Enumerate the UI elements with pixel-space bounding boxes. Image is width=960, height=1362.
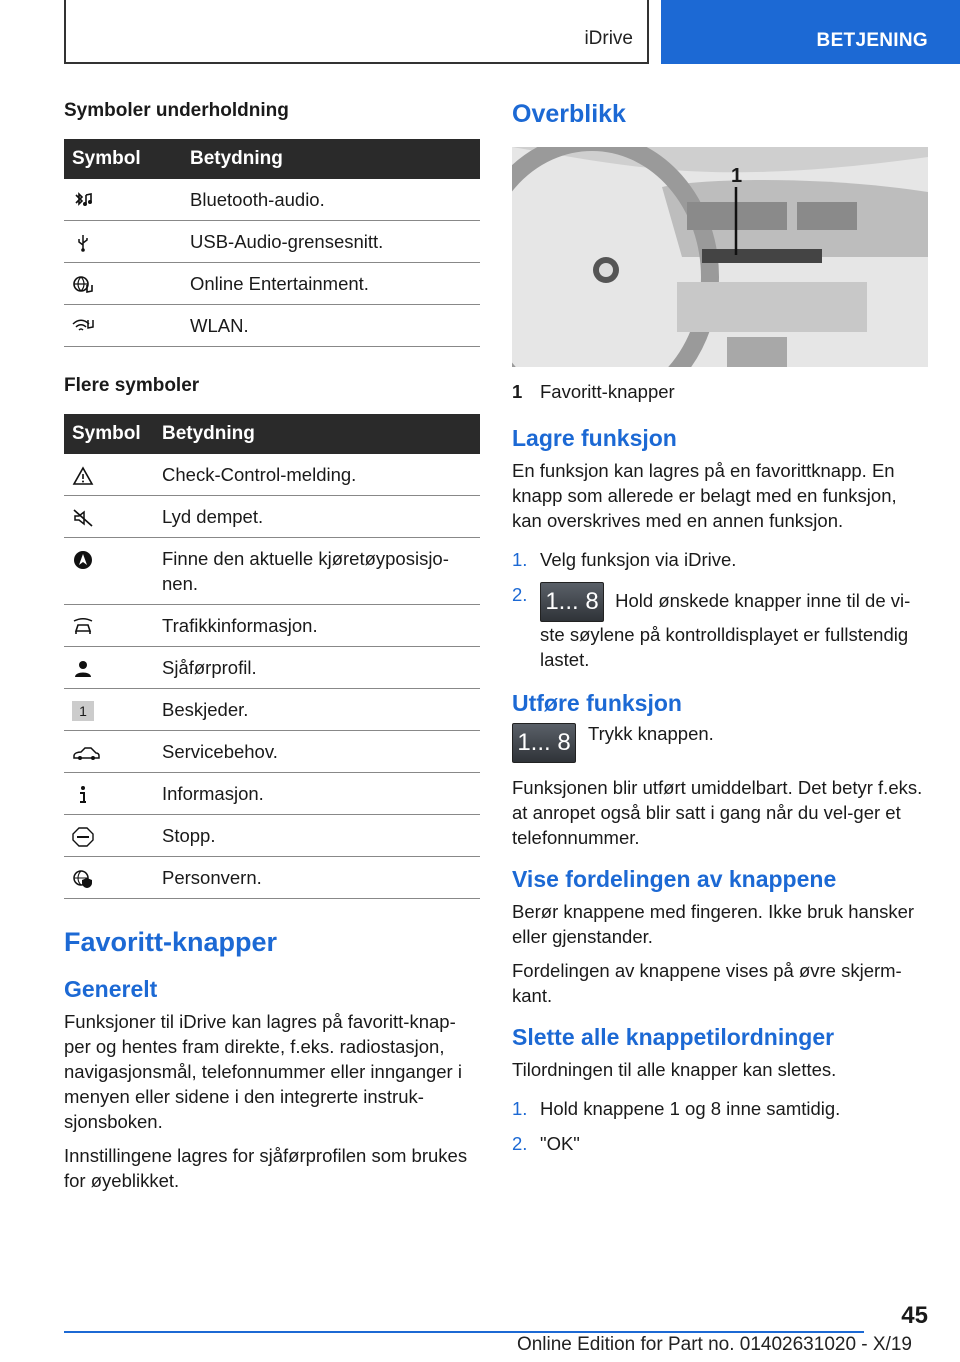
table-row: [64, 454, 480, 496]
privacy-icon: [72, 869, 94, 889]
header-chapter-tab[interactable]: [661, 0, 960, 64]
list-item: 1. Velg funksjon via iDrive.: [512, 549, 737, 570]
footer-edition: Online Edition for Part no. 01402631020 - X/19: [516, 1334, 912, 1355]
delete-assignments-paragraph: Tilordningen til alle knapper kan slettes.: [512, 1059, 837, 1080]
cockpit-photo: [512, 147, 928, 367]
table2-meaning-9: Personvern.: [154, 857, 480, 899]
table1-meaning-3: WLAN.: [182, 305, 480, 347]
table2-meaning-3: Trafikkinformasjon.: [154, 605, 480, 647]
favorite-key-button[interactable]: 1... 8: [540, 582, 604, 622]
online-entertainment-icon: [72, 275, 94, 295]
list-item: 2. 1... 8 Hold ønskede knapper inne til de vi-ste søylene på kontrolldisplayet er fullstendig lastet.: [512, 584, 911, 670]
table1-head-meaning: Betydning: [182, 139, 480, 179]
favorite-key-button-2[interactable]: 1... 8: [512, 723, 576, 763]
execute-function-row: [512, 723, 928, 763]
save-function-paragraph: En funksjon kan lagres på en favorittknapp. En knapp som allerede er belagt med en funksjon, kan overskrives med en annen funksjon.: [512, 460, 897, 531]
table1-meaning-0: Bluetooth-audio.: [182, 179, 480, 221]
table2-meaning-7: Informasjon.: [154, 773, 480, 815]
general-title: Generelt: [64, 976, 158, 1002]
header-section-box: [64, 0, 649, 64]
table-row: [64, 857, 480, 899]
execute-function-title: Utføre funksjon: [512, 690, 682, 716]
table2-meaning-8: Stopp.: [154, 815, 480, 857]
table1-meaning-1: USB-Audio-grensesnitt.: [182, 221, 480, 263]
usb-icon: [72, 233, 94, 253]
right-column: [512, 100, 928, 1166]
table-row: [64, 689, 480, 731]
muted-speaker-icon: [72, 508, 94, 528]
vehicle-position-icon: [72, 550, 94, 570]
cockpit-illustration: [512, 147, 928, 367]
table2-meaning-1: Lyd dempet.: [154, 496, 480, 538]
wlan-icon: [72, 317, 94, 337]
page-number: 45: [901, 1302, 928, 1329]
header-chapter-title: BETJENING: [816, 30, 928, 51]
driver-profile-icon: [72, 659, 94, 679]
table-row: [64, 538, 480, 605]
table2-meaning-4: Sjåførprofil.: [154, 647, 480, 689]
delete-assignments-title: Slette alle knappetilordninger: [512, 1024, 835, 1050]
table-row: [64, 647, 480, 689]
table-row: [64, 815, 480, 857]
table2-meaning-5: Beskjeder.: [154, 689, 480, 731]
table2-title: Flere symboler: [64, 375, 200, 396]
execute-function-text: Trykk knappen.: [588, 723, 714, 744]
caption-text: Favoritt-knapper: [540, 381, 675, 402]
general-paragraph-2: Innstillingene lagres for sjåførprofilen som brukes for øyeblikket.: [64, 1145, 468, 1191]
list-item: 2. "OK": [512, 1133, 580, 1154]
left-column: [64, 100, 480, 1202]
table2-meaning-2: Finne den aktuelle kjøretøyposisjo-nen.: [154, 538, 480, 605]
table1-title: Symboler underholdning: [64, 100, 289, 121]
table-row: [64, 731, 480, 773]
show-layout-paragraph-1: Berør knappene med fingeren. Ikke bruk hansker eller gjenstander.: [512, 901, 915, 947]
list-item: 1. Hold knappene 1 og 8 inne samtidig.: [512, 1098, 841, 1119]
table2-meaning-0: Check-Control-melding.: [154, 454, 480, 496]
footer-divider: [64, 1331, 864, 1333]
bluetooth-audio-icon: [72, 191, 94, 211]
show-layout-paragraph-2: Fordelingen av knappene vises på øvre skjerm-kant.: [512, 960, 902, 1006]
entertainment-symbols-table: [64, 139, 480, 347]
stop-sign-icon: [72, 827, 94, 847]
messages-icon: 1: [72, 701, 94, 721]
photo-callout-label: 1: [731, 165, 743, 187]
show-layout-title: Vise fordelingen av knappene: [512, 866, 837, 892]
table-row: [64, 263, 480, 305]
table2-head-meaning: Betydning: [154, 414, 480, 454]
table-row: [64, 305, 480, 347]
save-steps-list: [512, 547, 928, 672]
table2-meaning-6: Servicebehov.: [154, 731, 480, 773]
header-section-title: iDrive: [584, 28, 633, 49]
general-paragraph-1: Funksjoner til iDrive kan lagres på favoritt-knap-per og hentes fram direkte, f.eks. radiostasjon, navigasjonsmål, telefonnummer eller innganger i menyen eller sidene i den integrerte instruk-sjonsboken.: [64, 1011, 462, 1132]
overview-title: Overblikk: [512, 100, 626, 128]
table-row: [64, 773, 480, 815]
table-row: [64, 496, 480, 538]
photo-caption: [512, 381, 928, 403]
table1-head-symbol: Symbol: [64, 139, 182, 179]
table1-meaning-2: Online Entertainment.: [182, 263, 480, 305]
more-symbols-table: [64, 414, 480, 899]
caption-number: 1: [512, 381, 523, 402]
table-row: [64, 605, 480, 647]
traffic-info-icon: [72, 617, 94, 637]
execute-function-paragraph: Funksjonen blir utført umiddelbart. Det betyr f.eks. at anropet også blir satt i gang når du vel-ger et telefonnummer.: [512, 777, 923, 848]
table-row: [64, 221, 480, 263]
delete-steps-list: [512, 1096, 928, 1156]
table-row: [64, 179, 480, 221]
save-function-title: Lagre funksjon: [512, 425, 677, 451]
info-icon: [72, 785, 94, 805]
service-car-icon: [72, 743, 100, 763]
favorite-buttons-title: Favoritt-knapper: [64, 927, 278, 957]
table2-head-symbol: Symbol: [64, 414, 154, 454]
warning-triangle-icon: [72, 466, 94, 486]
